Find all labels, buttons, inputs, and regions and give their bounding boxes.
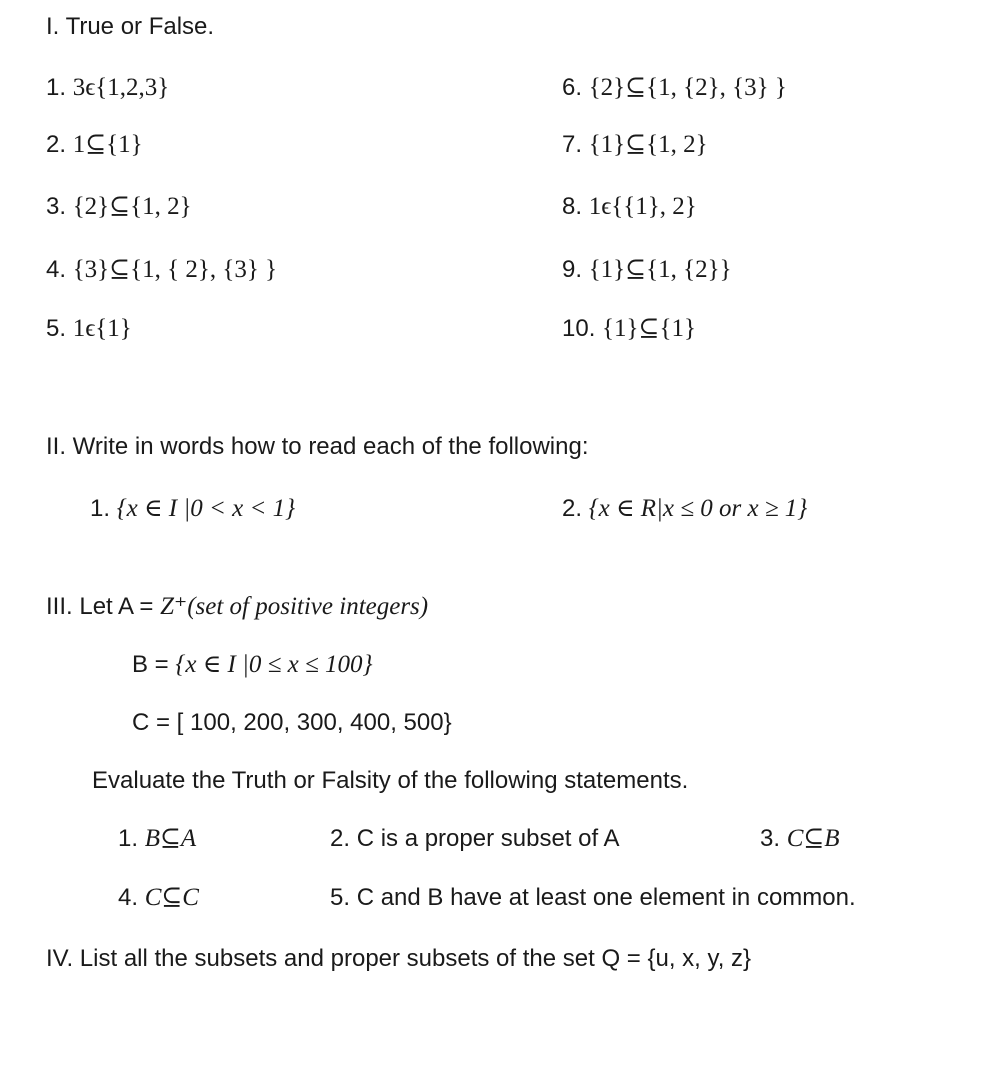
- statement-3-num: 3.: [760, 825, 781, 852]
- set-b-math: {x ∈ I |0 ≤ x ≤ 100}: [175, 651, 373, 678]
- tf-item-7: [562, 130, 708, 160]
- statement-2: [330, 824, 620, 854]
- tf-item-9-num: 9.: [562, 256, 583, 283]
- tf-item-2: [46, 130, 143, 160]
- part3-heading-prefix: III. Let A =: [46, 593, 161, 620]
- tf-item-6: [562, 73, 787, 103]
- tf-item-6-num: 6.: [562, 74, 583, 101]
- read-item-2-expr: {x ∈ R|x ≤ 0 or x ≥ 1}: [588, 495, 808, 522]
- tf-item-3-num: 3.: [46, 193, 67, 220]
- tf-item-5: [46, 314, 132, 344]
- statement-1: [118, 824, 196, 854]
- statement-5-num: 5.: [330, 884, 351, 911]
- tf-item-7-expr: {1}⊆{1, 2}: [588, 131, 708, 158]
- statement-2-num: 2.: [330, 825, 351, 852]
- tf-item-10: [562, 314, 696, 344]
- tf-item-10-num: 10.: [562, 315, 596, 342]
- set-c-definition: C = [ 100, 200, 300, 400, 500}: [132, 709, 452, 736]
- tf-item-3: [46, 192, 192, 222]
- statement-5-text: C and B have at least one element in common.: [356, 884, 856, 911]
- statement-2-text: C is a proper subset of A: [356, 825, 620, 852]
- tf-item-4: [46, 255, 277, 285]
- part3-heading-math: Z⁺(set of positive integers): [160, 593, 429, 620]
- part3-heading: [46, 592, 428, 622]
- statement-4: [118, 883, 199, 913]
- set-b-prefix: B =: [132, 651, 176, 678]
- part1-heading: I. True or False.: [46, 13, 215, 40]
- read-item-1-expr: {x ∈ I |0 < x < 1}: [116, 495, 296, 522]
- part3-instruction: Evaluate the Truth or Falsity of the following statements.: [92, 767, 689, 794]
- statement-3-math: C⊆B: [786, 825, 840, 852]
- read-item-1-num: 1.: [90, 495, 111, 522]
- statement-3: [760, 824, 840, 854]
- tf-item-2-expr: 1⊆{1}: [72, 131, 143, 158]
- set-b-definition: [132, 650, 372, 680]
- tf-item-4-num: 4.: [46, 256, 67, 283]
- tf-item-4-expr: {3}⊆{1, { 2}, {3} }: [72, 256, 278, 283]
- tf-item-9: [562, 255, 732, 285]
- tf-item-9-expr: {1}⊆{1, {2}}: [588, 256, 732, 283]
- tf-item-7-num: 7.: [562, 131, 583, 158]
- tf-item-3-expr: {2}⊆{1, 2}: [72, 193, 192, 220]
- tf-item-1-num: 1.: [46, 74, 67, 101]
- statement-1-num: 1.: [118, 825, 139, 852]
- tf-item-6-expr: {2}⊆{1, {2}, {3} }: [588, 74, 787, 101]
- read-item-2: [562, 494, 807, 524]
- read-item-1: [90, 494, 295, 524]
- statement-4-math: C⊆C: [144, 884, 199, 911]
- tf-item-8: [562, 192, 697, 222]
- tf-item-8-num: 8.: [562, 193, 583, 220]
- tf-item-8-expr: 1ϵ{{1}, 2}: [588, 193, 697, 220]
- tf-item-5-expr: 1ϵ{1}: [72, 315, 132, 342]
- tf-item-10-expr: {1}⊆{1}: [602, 315, 696, 342]
- read-item-2-num: 2.: [562, 495, 583, 522]
- statement-1-math: B⊆A: [144, 825, 197, 852]
- tf-item-2-num: 2.: [46, 131, 67, 158]
- part4-heading: IV. List all the subsets and proper subsets of the set Q = {u, x, y, z}: [46, 945, 752, 972]
- part2-heading: II. Write in words how to read each of the following:: [46, 433, 589, 460]
- tf-item-5-num: 5.: [46, 315, 67, 342]
- tf-item-1: [46, 73, 169, 103]
- statement-4-num: 4.: [118, 884, 139, 911]
- tf-item-1-expr: 3ϵ{1,2,3}: [72, 74, 170, 101]
- statement-5: [330, 883, 856, 913]
